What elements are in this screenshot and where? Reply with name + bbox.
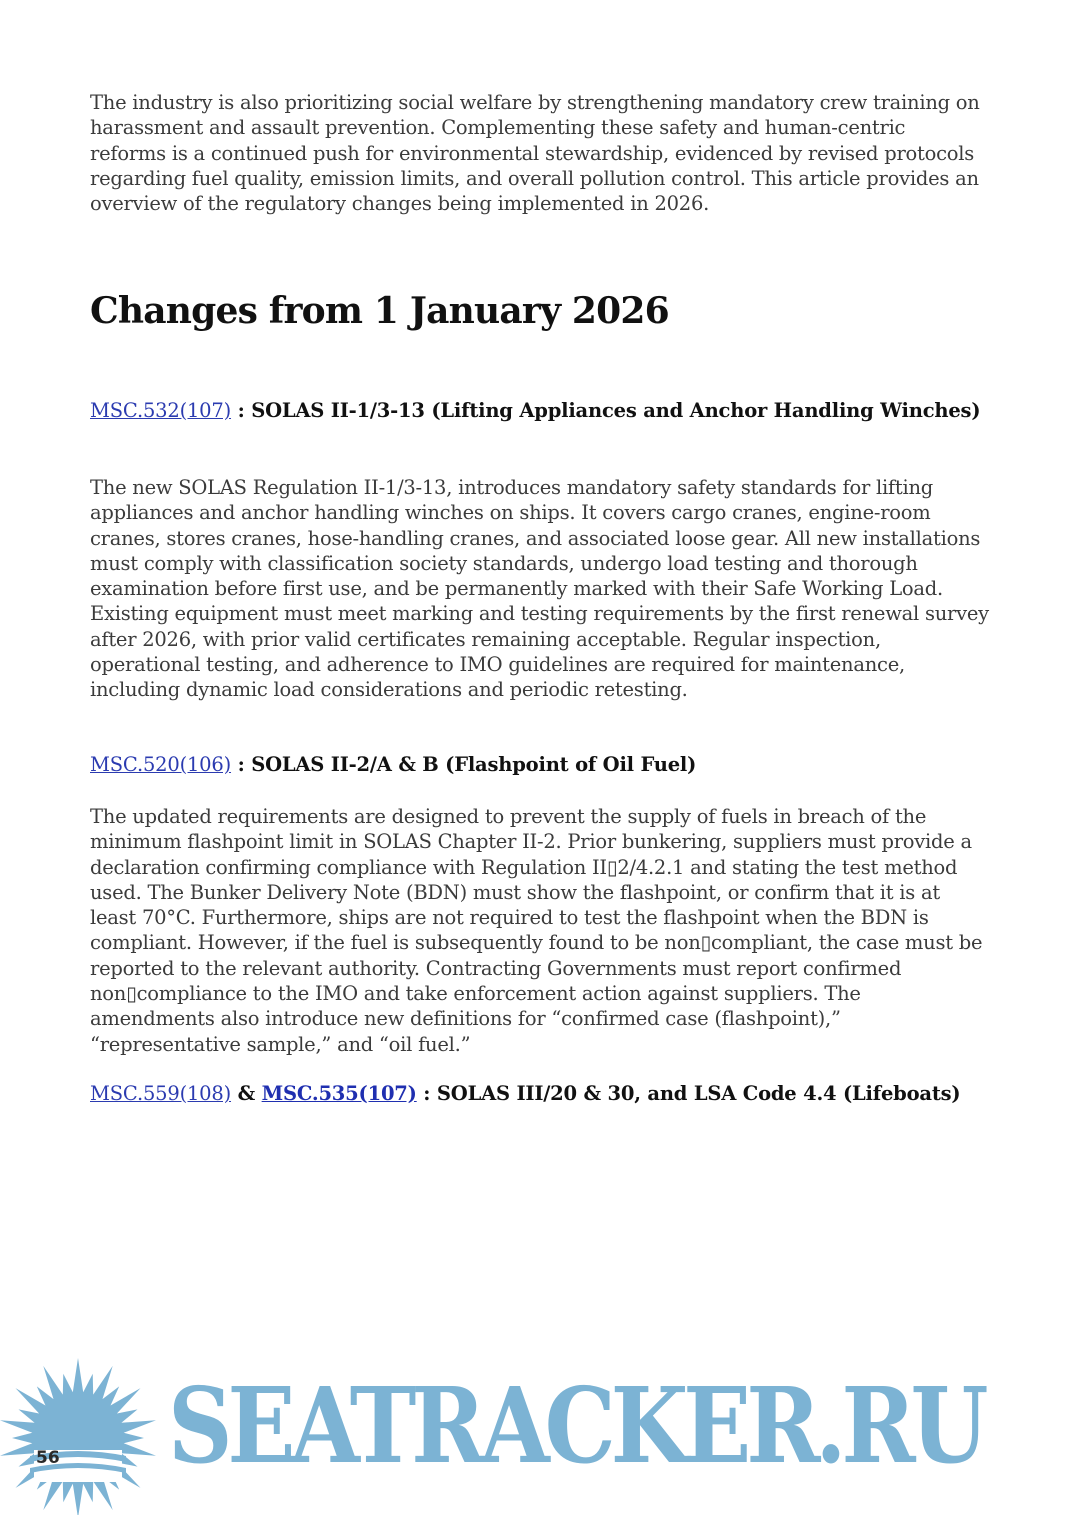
regulation-title: : SOLAS II-2/A & B (Flashpoint of Oil Fuel) [231, 753, 697, 776]
intro-paragraph: The industry is also prioritizing social welfare by strengthening mandatory crew training on harassment and assault prevention. Complementing these safety and human-centric reforms is a continued push for environmental stewardship, evidenced by revised protocols regarding fuel quality, emission limits, and overall pollution control. This article provides an overview of the regulatory changes being implemented in 2026. [90, 91, 980, 216]
regulation-title: : SOLAS III/20 & 30, and LSA Code 4.4 (Lifeboats) [416, 1082, 961, 1105]
msc-520-link[interactable]: MSC.520(106) [90, 753, 232, 776]
regulation-heading-lifeboats [90, 1081, 1010, 1106]
link-joiner: & [231, 1082, 262, 1105]
msc-559-link[interactable]: MSC.559(108) [90, 1082, 232, 1105]
regulation-heading-flashpoint [90, 752, 990, 777]
msc-535-link[interactable]: MSC.535(107) [261, 1082, 417, 1105]
watermark-logo-text: SEATRACKER.RU [168, 1364, 984, 1487]
page-footer [0, 1350, 1080, 1515]
sun-logo-icon [0, 1350, 165, 1515]
regulation-heading-lifting [90, 398, 990, 423]
lifting-appliances-paragraph: The new SOLAS Regulation II-1/3-13, introduces mandatory safety standards for lifting appliances and anchor handling winches on ships. It covers cargo cranes, engine-room cranes, stores cranes, hose-handling cranes, and associated loose gear. All new installations must comply with classification society standards, undergo load testing and thorough examination before first use, and be permanently marked with their Safe Working Load. Existing equipment must meet marking and testing requirements by the first renewal survey after 2026, with prior valid certificates remaining acceptable. Regular inspection, operational testing, and adherence to IMO guidelines are required for maintenance, including dynamic load considerations and periodic retesting. [90, 476, 989, 702]
page-number: 56 [36, 1448, 60, 1468]
msc-532-link[interactable]: MSC.532(107) [90, 399, 232, 422]
regulation-title: : SOLAS II-1/3-13 (Lifting Appliances and Anchor Handling Winches) [231, 399, 981, 422]
section-heading: Changes from 1 January 2026 [90, 290, 669, 332]
flashpoint-paragraph: The updated requirements are designed to prevent the supply of fuels in breach of the minimum flashpoint limit in SOLAS Chapter II-2. Prior bunkering, suppliers must provide a declaration confirming compliance with Regulation II▯2/4.2.1 and stating the test method used. The Bunker Delivery Note (BDN) must show the flashpoint, or confirm that it is at least 70°C. Furthermore, ships are not required to test the flashpoint when the BDN is compliant. However, if the fuel is subsequently found to be non▯compliant, the case must be reported to the relevant authority. Contracting Governments must report confirmed non▯compliance to the IMO and take enforcement action against suppliers. The amendments also introduce new definitions for “confirmed case (flashpoint),” “representative sample,” and “oil fuel.” [90, 805, 983, 1056]
